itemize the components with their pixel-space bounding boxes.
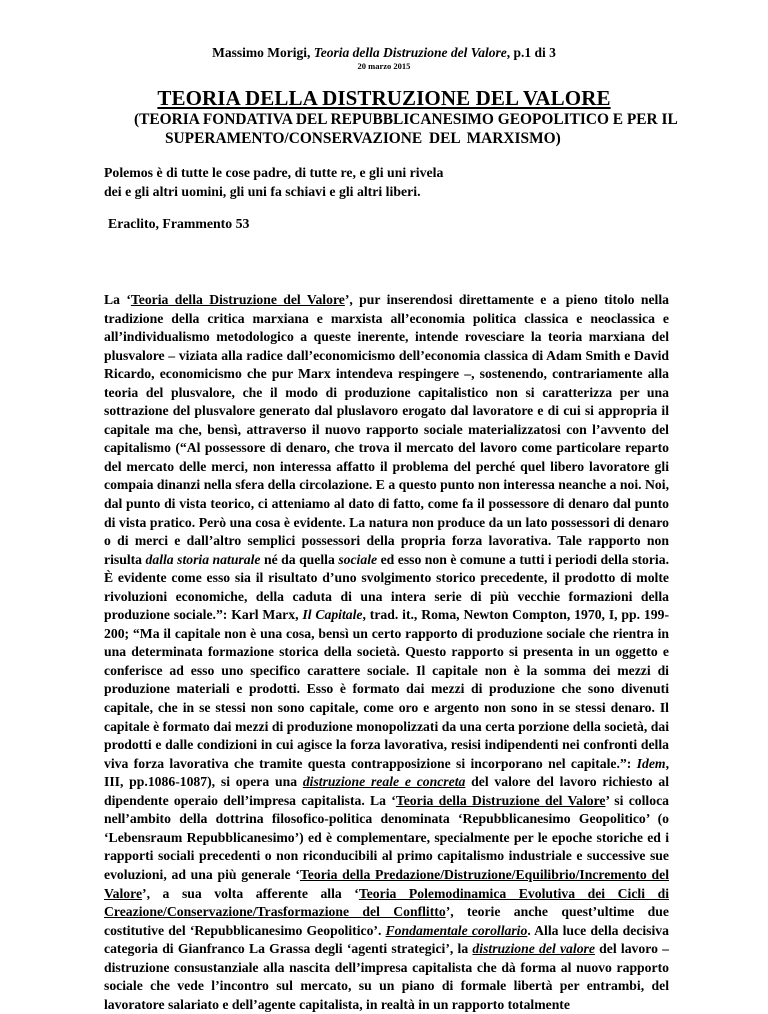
italic-term: dalla storia naturale xyxy=(145,551,261,567)
body-span: ’ si colloca nell’ambito della dottrina filosofico-politica denominata ‘Repubblicanesimo Geopolitico’ (o ‘Lebensraum Repubblicanesimo’) ed è complementare, specialmente per le epoche storiche ed i rapporti sociali precedenti o non riconducibili al primo capitalismo industriale e successive sue evoluzioni, ad una più generale ‘ xyxy=(104,792,669,882)
body-span: del lavoro – distruzione consustanziale alla nascita dell’impresa capitalista che dà forma al nuovo rapporto sociale che vede l’incontro sul mercato, su un piano di formale libertà per entrambi, del lavoratore salariato e dell’agente capitalista, in realtà in un rapporto totalmente xyxy=(104,941,669,1012)
document-subtitle xyxy=(134,110,694,148)
body-span: né da quella xyxy=(260,551,339,567)
body-span: ed esso non è comune a tutti i periodi della storia. È evidente come esso sia il risultato d’uno svolgimento storico precedente, il prodotto di molte rivoluzioni economiche, della caduta di una intera serie di più vecchie formazioni della produzione sociale.”: Karl Marx, xyxy=(104,551,669,623)
epigraph xyxy=(104,164,704,201)
body-span: , trad. it., Roma, Newton Compton, 1970, I, pp. 199-200; “Ma il capitale non è una cosa, bensì un certo rapporto di produzione sociale che rientra in una determinata formazione storica della società. Questo rapporto si presenta in un oggetto e conferisce ad esso uno specifico carattere sociale. Il capitale non è la somma dei mezzi di produzione materiali e prodotti. Esso è formato dai mezzi di produzione che sono divenuti capitale, che in se stessi non sono capitale, come oro e argento non sono in se stessi denaro. Il capitale è formato dai mezzi di produzione monopolizzati da una certa porzione della società, dai prodotti e dalle condizioni in cui agisce la forza lavorativa, resisi indipendenti nei confronti della viva forza lavorativa che tramite questa contrapposizione si incorporano nel capitale.”: xyxy=(104,607,670,771)
italic-underlined-term: distruzione del valore xyxy=(472,941,595,957)
running-header xyxy=(0,45,768,61)
header-date: 20 marzo 2015 xyxy=(357,61,411,71)
body-span: La ‘ xyxy=(104,292,131,307)
underlined-term: Teoria della Predazione/Distruzione/Equilibrio/Incremento del Valore xyxy=(104,866,669,901)
underlined-term: Teoria Polemodinamica Evolutiva dei Cicli di Creazione/Conservazione/Trasformazione del Conflitto xyxy=(104,885,669,920)
italic-underlined-term: Fondamentale corollario xyxy=(385,922,528,938)
body-paragraph xyxy=(104,291,669,1014)
underlined-term: Teoria della Distruzione del Valore xyxy=(130,292,345,307)
body-span: ’, a sua volta afferente alla ‘ xyxy=(142,885,359,901)
body-span: . Alla luce della decisiva categoria di Gianfranco La Grassa degli ‘agenti strategici’, la xyxy=(104,922,669,957)
header-work-title: Teoria della Distruzione del Valore xyxy=(313,45,507,60)
subtitle-line-2: SUPERAMENTO/CONSERVAZIONE DEL MARXISMO) xyxy=(165,130,561,147)
body-span: , III, pp.1086-1087), si opera una xyxy=(104,755,669,790)
document-title: TEORIA DELLA DISTRUZIONE DEL VALORE xyxy=(157,86,611,110)
underlined-term: Teoria della Distruzione del Valore xyxy=(395,792,606,808)
body-text xyxy=(104,291,669,1014)
epigraph-line-2: dei e gli altri uomini, gli uni fa schiavi e gli altri liberi. xyxy=(104,183,421,199)
body-span: ’, teorie anche quest’ultime due costitutive del ‘Repubblicanesimo Geopolitico’. xyxy=(104,904,669,938)
epigraph-attribution: Eraclito, Frammento 53 xyxy=(108,216,250,231)
italic-term: Idem xyxy=(636,755,666,771)
italic-term: sociale xyxy=(338,551,378,567)
body-span: ’, pur inserendosi direttamente e a pieno titolo nella tradizione della critica marxiana e marxista all’economia politica classica e neoclassica e all’individualismo metodologico a queste inerente, intende rovesciare la teoria marxiana del plusvalore – viziata alla radice dall’economicismo dell’economia classica di Adam Smith e David Ricardo, economicismo che pur Marx intendeva respingere –, sostenendo, contrariamente alla teoria del plusvalore, che il modo di produzione capitalistico non si caratterizza per una sottrazione del plusvalore generato dal pluslavoro erogato dal lavoratore e di cui si appropria il capitale ma che, bensì, attraverso il nuovo rapporto sociale materializzatosi con l’avvento del capitalismo (“Al possessore di denaro, che trova il mercato del lavoro come particolare reparto del mercato delle merci, non interessa affatto il problema del perché quel libero lavoratore gli compaia dinanzi nella sfera della circolazione. E a questo punto non interessa neanche a noi. Noi, dal punto di vista teorico, ci atteniamo al dato di fatto, come fa il possessore di denaro dal punto di vista pratico. Però una cosa è evidente. La natura non produce da un lato possessori di denaro o di merci e dall’altro semplici possessori della propria forza lavorativa. Tale rapporto non risulta xyxy=(104,292,669,567)
body-span: del valore del lavoro richiesto al dipendente operaio dell’impresa capitalista. La ‘ xyxy=(104,774,670,808)
subtitle-line-1: (TEORIA FONDATIVA DEL REPUBBLICANESIMO GEOPOLITICO E PER IL xyxy=(134,111,678,128)
header-author: Massimo Morigi, xyxy=(212,45,311,60)
italic-term: Il Capitale xyxy=(302,607,363,623)
italic-underlined-term: distruzione reale e concreta xyxy=(302,774,466,790)
header-page-count: , p.1 di 3 xyxy=(506,45,556,60)
epigraph-line-1: Polemos è di tutte le cose padre, di tutte re, e gli uni rivela xyxy=(104,165,444,180)
